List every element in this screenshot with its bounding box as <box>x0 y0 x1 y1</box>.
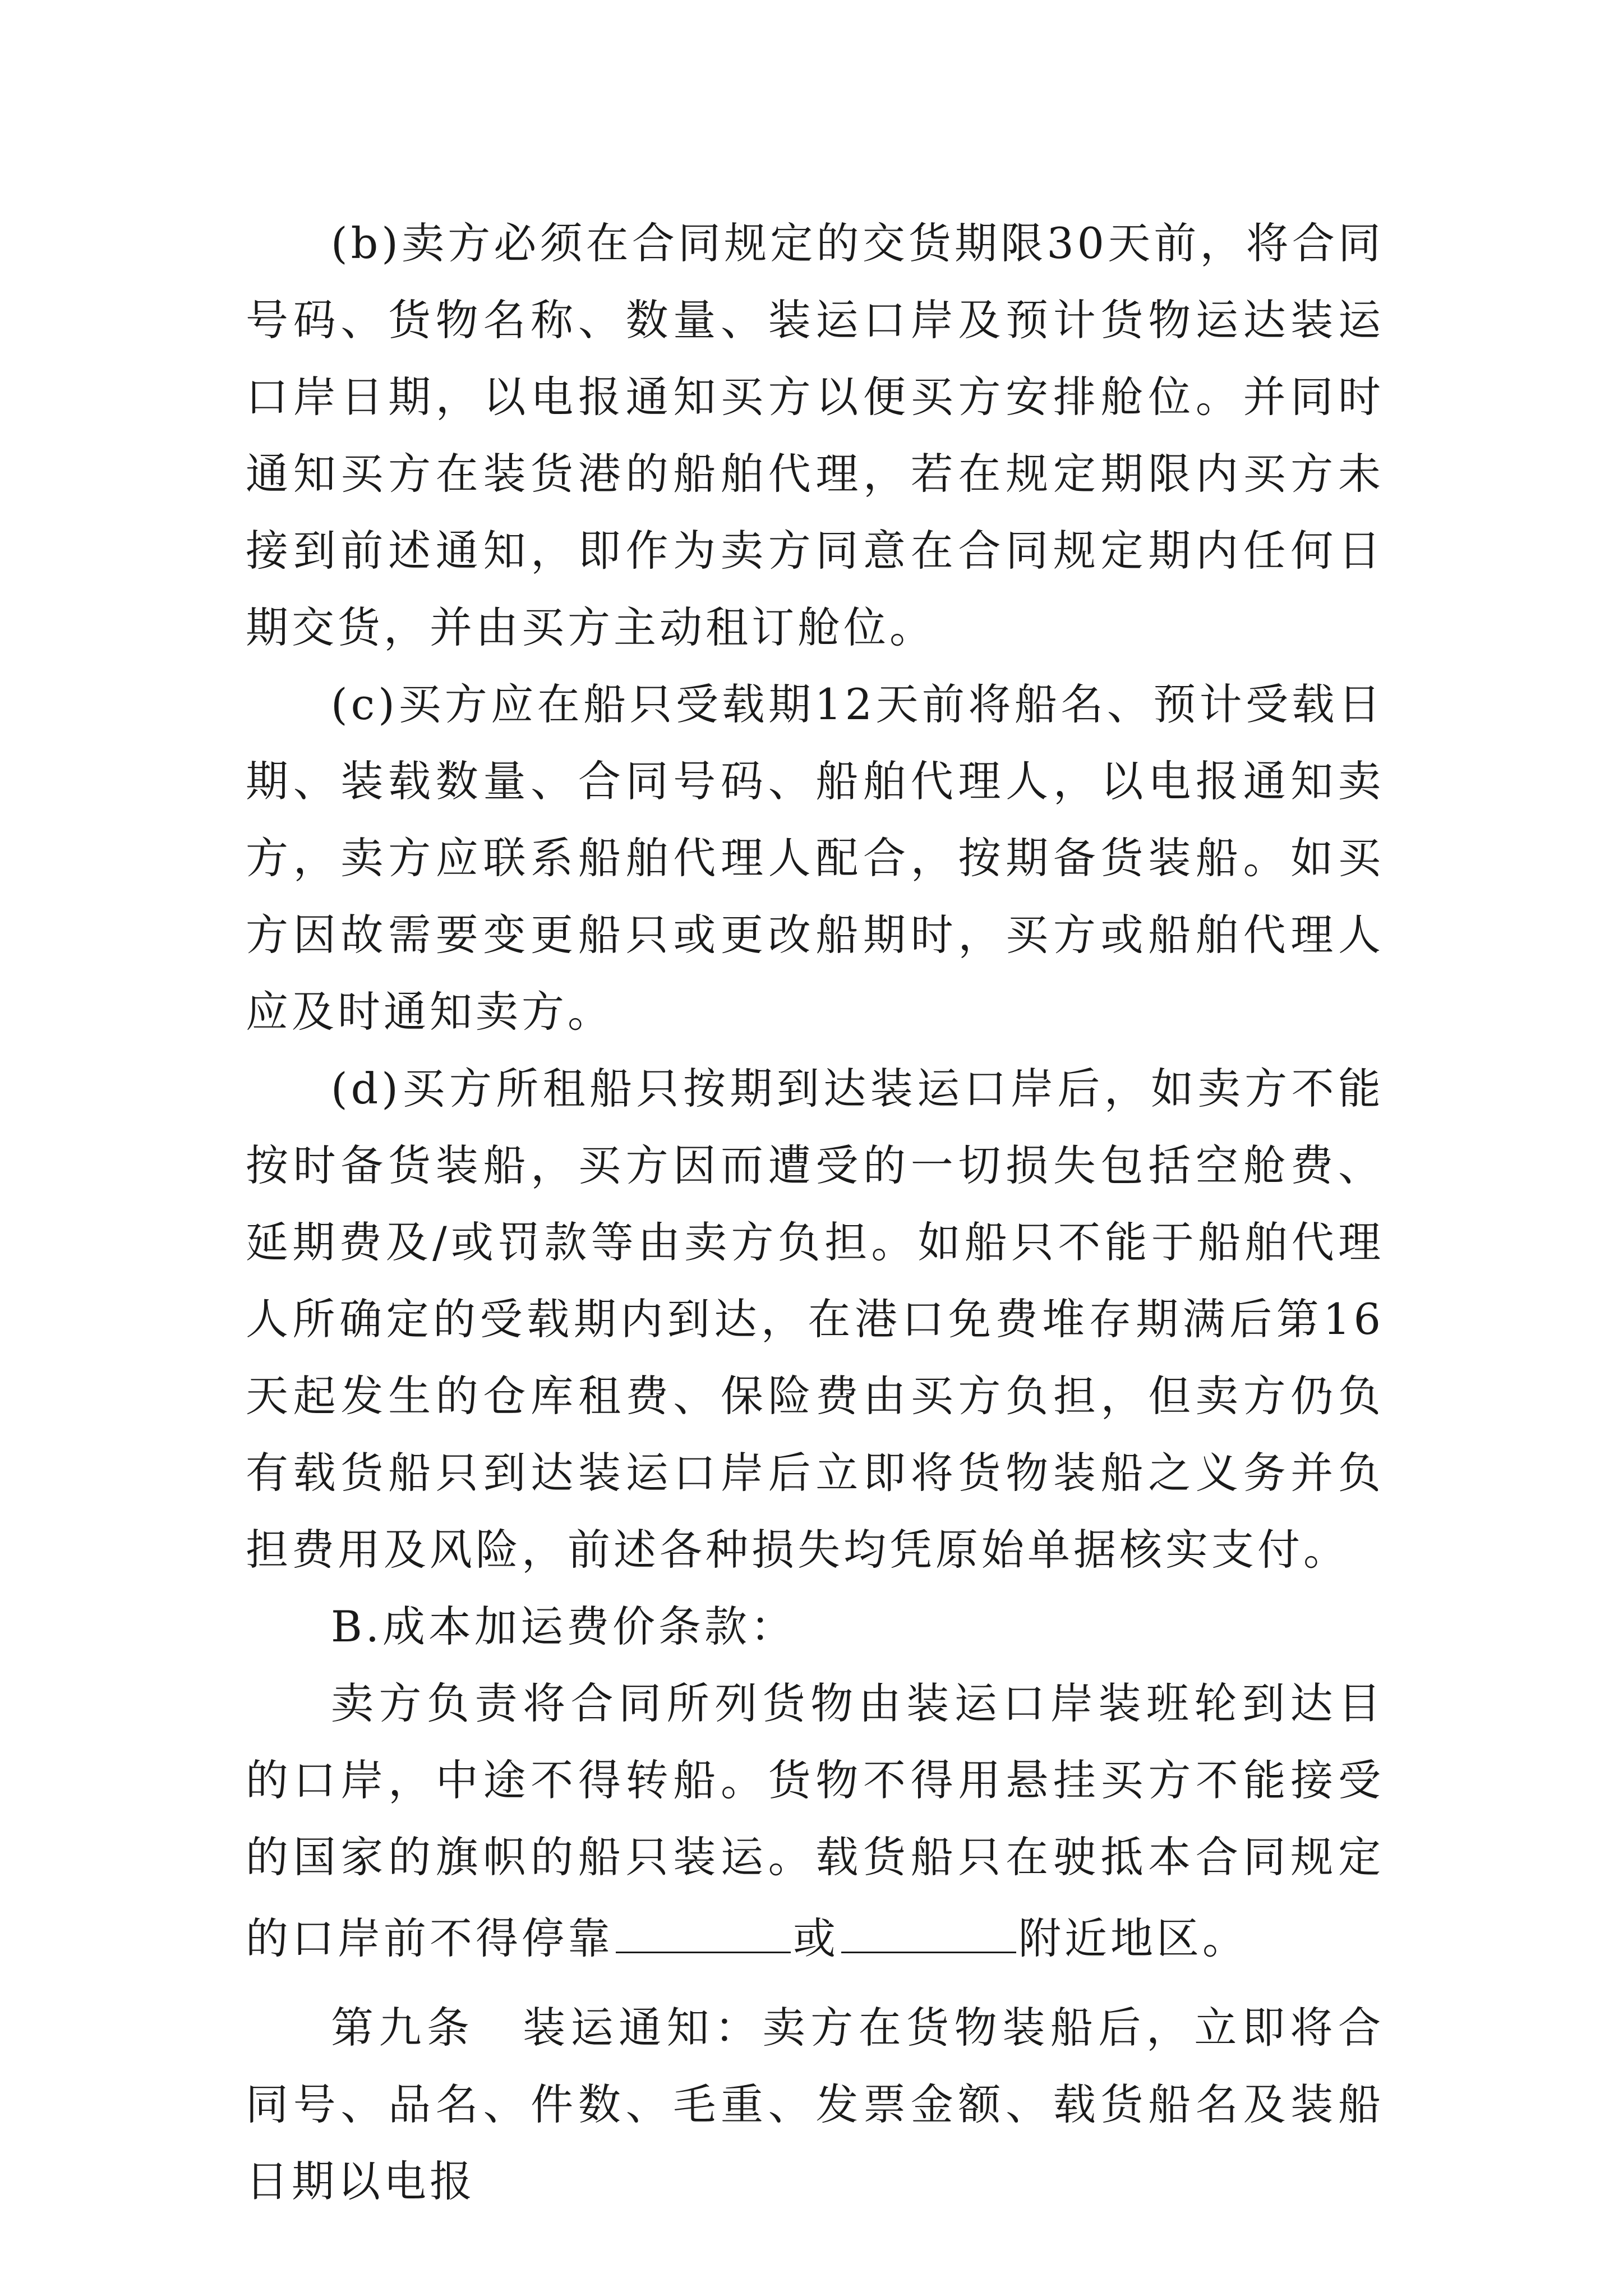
cfr-clause-text: 卖方负责将合同所列货物由装运口岸装班轮到达目的口岸，中途不得转船。货物不得用悬挂买方不能接受的国家的旗帜的船只装运。载货船只在驶抵本合同规定的口岸前不得停靠 <box>246 1678 1384 1963</box>
paragraph-d: (d)买方所租船只按期到达装运口岸后，如卖方不能按时备货装船，买方因而遭受的一切损失包括空舱费、延期费及/或罚款等由卖方负担。如船只不能于船舶代理人所确定的受载期内到达，在港口免费堆存期满后第16天起发生的仓库租费、保险费由买方负担，但卖方仍负有载货船只到达装运口岸后立即将货物装船之义务并负担费用及风险，前述各种损失均凭原始单据核实支付。 <box>246 1064 1384 1575</box>
cfr-clause-body <box>246 1665 1384 1977</box>
document-body <box>246 205 1384 2220</box>
article-9-shipping-notice: 第九条 装运通知：卖方在货物装船后，立即将合同号、品名、件数、毛重、发票金额、载货船名及装船日期以电报 <box>246 2003 1384 2206</box>
paragraph-c: (c)买方应在船只受载期12天前将船名、预计受载日期、装载数量、合同号码、船舶代理人，以电报通知卖方，卖方应联系船舶代理人配合，按期备货装船。如买方因故需要变更船只或更改船期时，买方或船舶代理人应及时通知卖方。 <box>246 679 1384 1037</box>
cfr-clause-or: 或 <box>793 1913 839 1963</box>
fill-in-blank-1 <box>616 1895 791 1953</box>
cfr-clause-heading: B.成本加运费价条款： <box>331 1602 797 1651</box>
cfr-clause-tail: 附近地区。 <box>1018 1913 1248 1963</box>
paragraph-b: (b)卖方必须在合同规定的交货期限30天前，将合同号码、货物名称、数量、装运口岸及预计货物运达装运口岸日期，以电报通知买方以便买方安排舱位。并同时通知买方在装货港的船舶代理，若在规定期限内买方未接到前述通知，即作为卖方同意在合同规定期内任何日期交货，并由买方主动租订舱位。 <box>246 218 1384 652</box>
fill-in-blank-2 <box>841 1895 1016 1953</box>
